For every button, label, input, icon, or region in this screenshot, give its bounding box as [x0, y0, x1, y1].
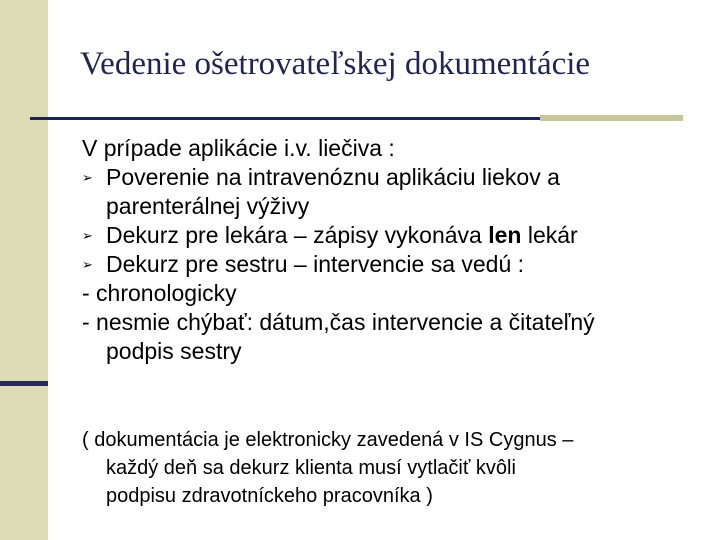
- slide-body: [82, 134, 702, 366]
- intro-line: V prípade aplikácie i.v. liečiva :: [82, 135, 395, 161]
- dash-item-2: - nesmie chýbať: dátum,čas intervencie a čitateľný: [82, 309, 595, 335]
- note-line-1: ( dokumentácia je elektronicky zavedená v IS Cygnus –: [82, 429, 574, 451]
- bullet-item-1: [82, 163, 702, 192]
- bullet2-tail: lekár: [521, 222, 578, 248]
- left-decorative-band: [0, 0, 48, 540]
- bullet3-text: Dekurz pre sestru – intervencie sa vedú :: [106, 251, 525, 277]
- dash-item-2-continuation: podpis sestry: [106, 338, 242, 364]
- slide-title: Vedenie ošetrovateľskej dokumentácie: [80, 46, 591, 82]
- bullet2-emphasis: len: [488, 222, 522, 248]
- title-rule-light: [540, 115, 683, 121]
- arrow-bullet-icon: ➢: [82, 170, 93, 185]
- bullet-item-3: [82, 250, 702, 279]
- bullet1-continuation: parenterálnej výživy: [106, 193, 310, 219]
- dash-item-1: - chronologicky: [82, 280, 237, 306]
- bullet-item-2: [82, 221, 702, 250]
- title-rule-dark: [30, 117, 540, 120]
- arrow-bullet-icon: ➢: [82, 228, 93, 243]
- note-line-3: podpisu zdravotníckeho pracovníka ): [106, 485, 433, 507]
- arrow-bullet-icon: ➢: [82, 257, 93, 272]
- note-paragraph: [82, 426, 702, 510]
- bullet1-text: Poverenie na intravenóznu aplikáciu liekov a: [106, 164, 560, 190]
- bullet2-text: Dekurz pre lekára – zápisy vykonáva: [106, 222, 489, 248]
- left-band-accent: [0, 381, 48, 386]
- note-line-2: každý deň sa dekurz klienta musí vytlačiť kvôli: [106, 457, 516, 479]
